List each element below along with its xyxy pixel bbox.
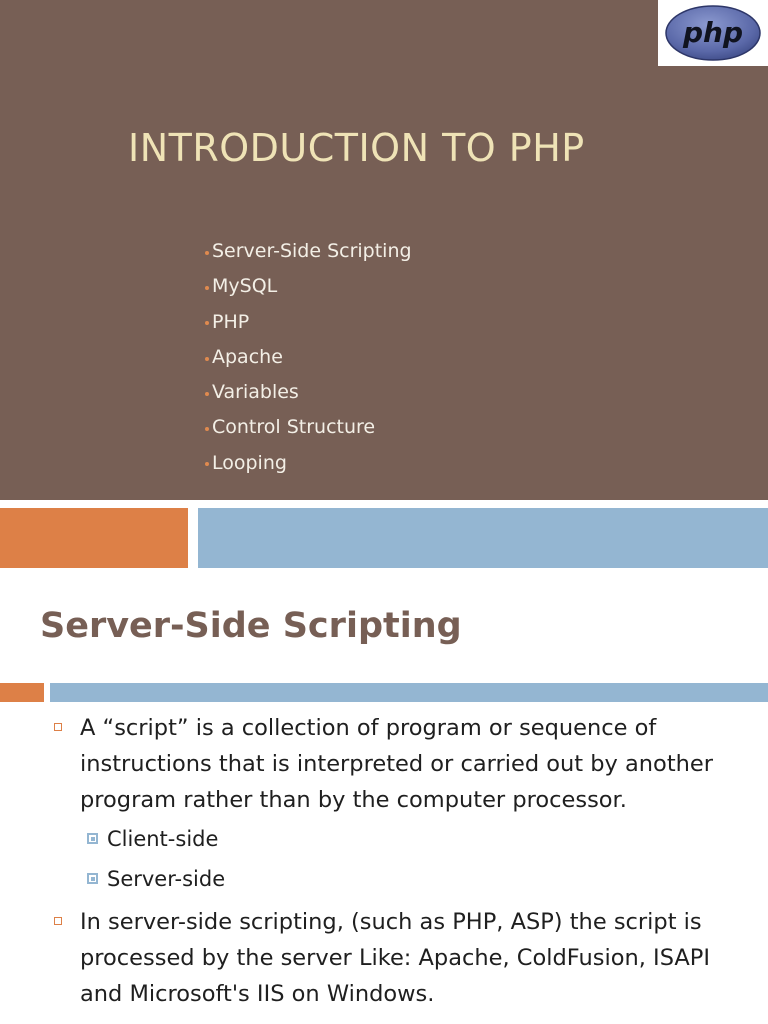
bullet-dot-icon [205, 427, 209, 431]
sub-bullet-text: Server-side [107, 867, 226, 891]
toc-item [205, 269, 412, 304]
bullet-dot-icon [205, 251, 209, 255]
square-bullet-icon [54, 917, 62, 925]
php-logo-text: php [682, 16, 744, 49]
toc-item [205, 234, 412, 269]
php-logo-icon [664, 4, 762, 62]
toc-item-label: MySQL [212, 275, 278, 298]
toc-list [205, 234, 412, 481]
title-slide [0, 0, 768, 500]
square-sub-bullet-icon [87, 833, 98, 844]
bullet-item [80, 904, 750, 1012]
bullet-dot-icon [205, 357, 209, 361]
toc-item [205, 305, 412, 340]
section-title: Server-Side Scripting [40, 606, 462, 646]
bullet-item [80, 710, 750, 818]
toc-item [205, 446, 412, 481]
php-logo [658, 0, 768, 66]
toc-item-label: Variables [212, 381, 299, 404]
toc-item-label: Looping [212, 451, 287, 474]
sub-bullet-item [107, 825, 218, 853]
slide-title: INTRODUCTION TO PHP [128, 126, 585, 170]
bullet-text: In server-side scripting, (such as PHP, ASP) the script is processed by the server Like: Apache, ColdFusion, ISAPI and Microsoft's IIS on Windows. [80, 909, 710, 1007]
accent-bar-blue-small [50, 683, 768, 702]
toc-item [205, 375, 412, 410]
accent-bar-blue [198, 508, 768, 568]
sub-bullet-text: Client-side [107, 827, 219, 851]
square-sub-bullet-icon [87, 873, 98, 884]
bullet-dot-icon [205, 286, 209, 290]
toc-item [205, 340, 412, 375]
bullet-dot-icon [205, 321, 209, 325]
square-bullet-icon [54, 723, 62, 731]
bullet-dot-icon [205, 462, 209, 466]
sub-bullet-item [107, 865, 225, 893]
accent-bar-orange-small [0, 683, 44, 702]
toc-item-label: Control Structure [212, 416, 376, 439]
accent-bar-orange [0, 508, 188, 568]
bullet-text: A “script” is a collection of program or sequence of instructions that is interpreted or carried out by another program rather than by the computer processor. [80, 715, 713, 813]
toc-item-label: PHP [212, 310, 250, 333]
toc-item [205, 410, 412, 445]
toc-item-label: Server-Side Scripting [212, 240, 412, 262]
bullet-dot-icon [205, 392, 209, 396]
toc-item-label: Apache [212, 345, 283, 368]
